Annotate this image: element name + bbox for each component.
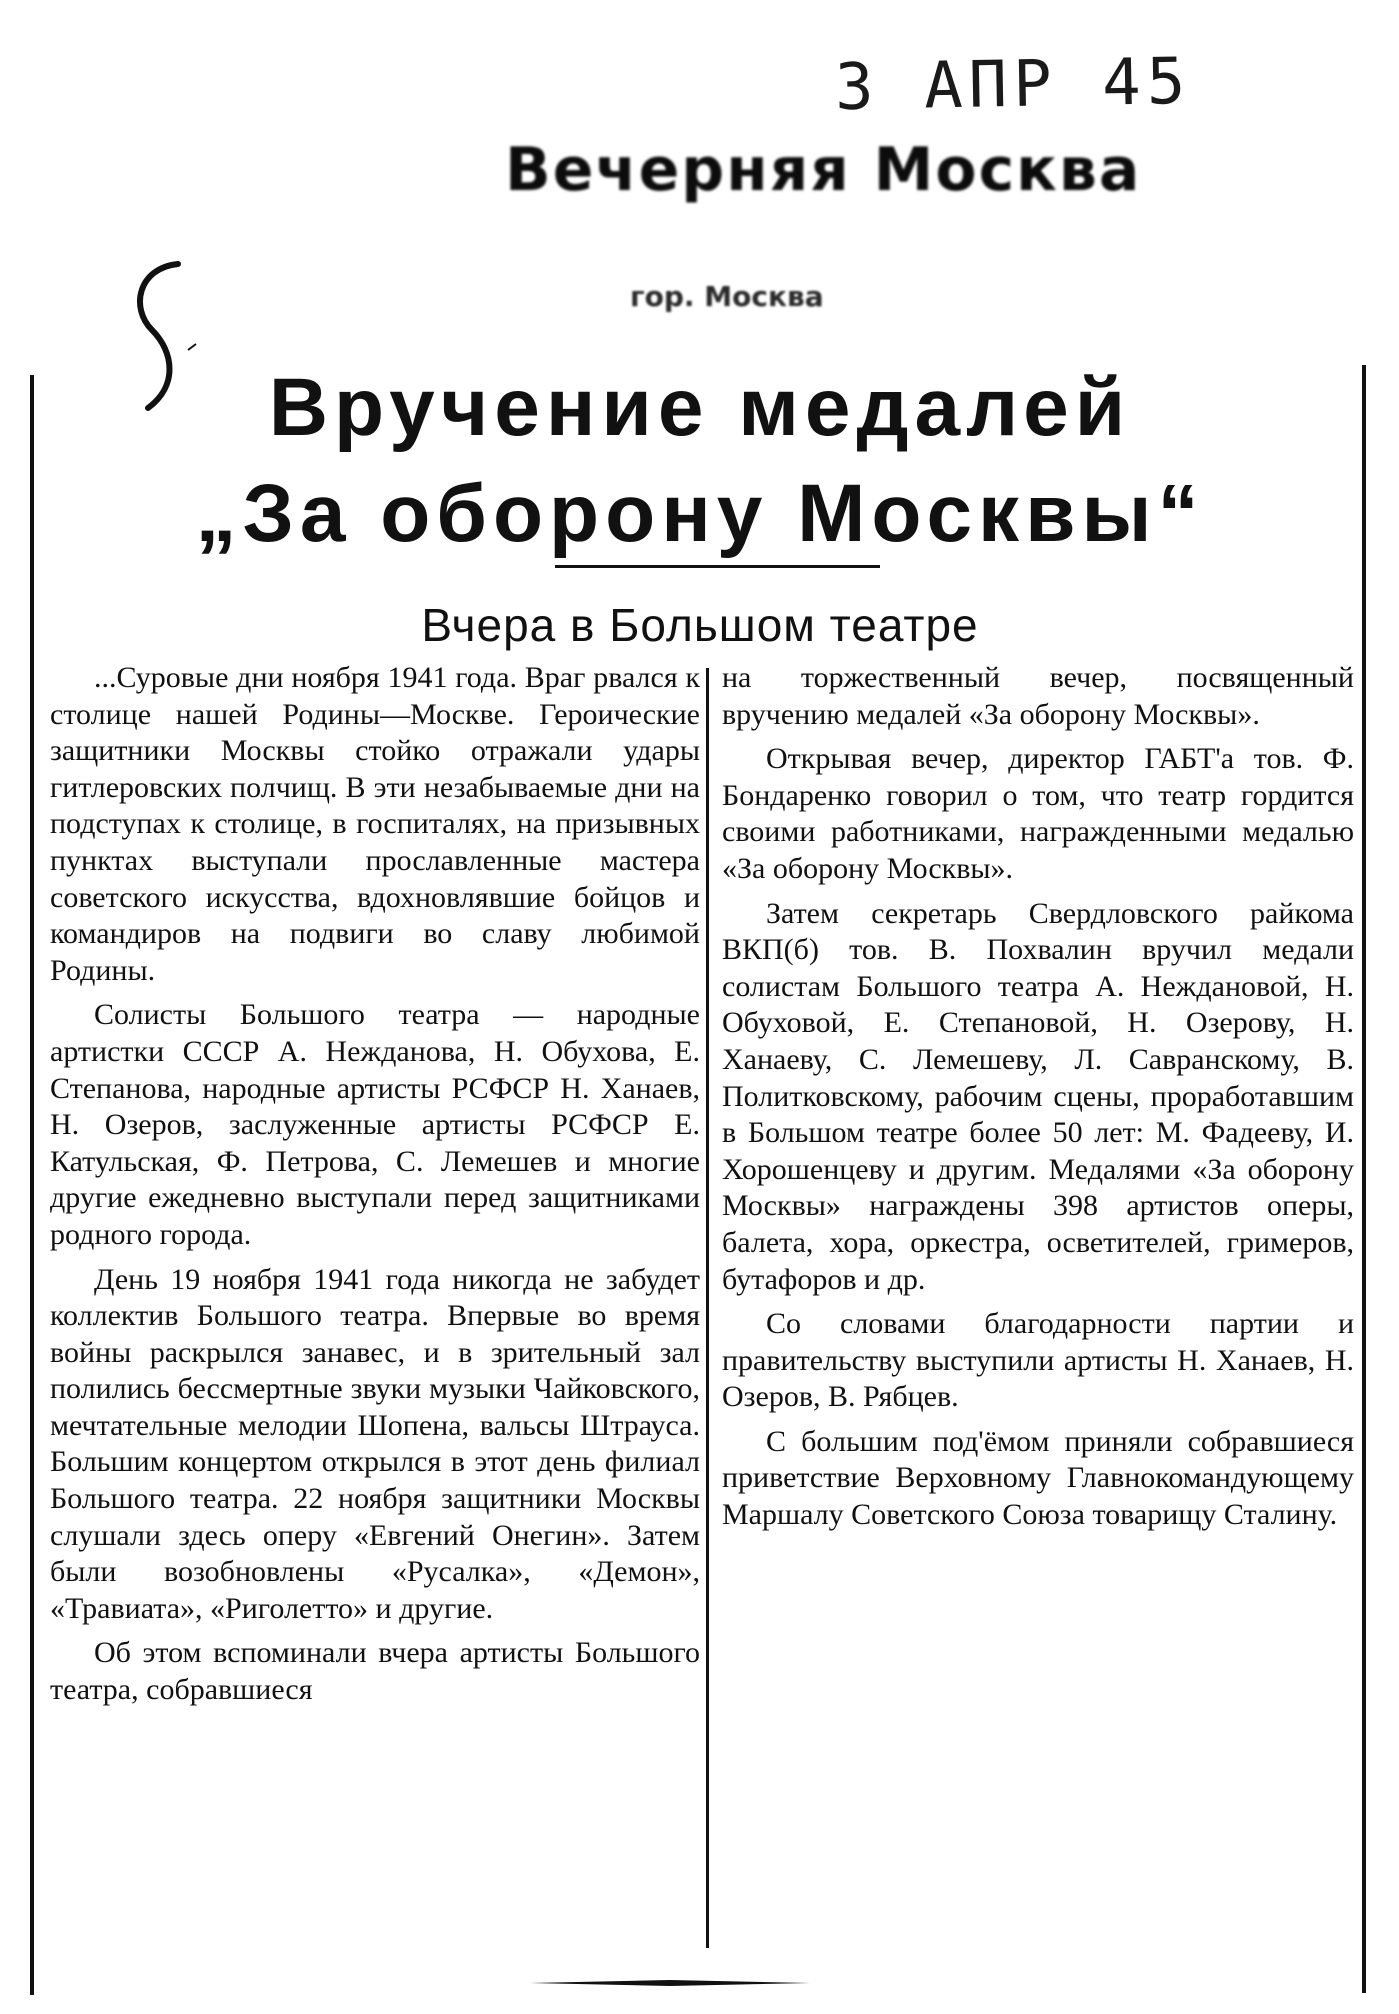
article-subheadline: Вчера в Большом театре (421, 599, 979, 651)
newspaper-stamp: Вечерняя Москва (505, 135, 1142, 205)
paragraph: С большим под'ёмом приняли собравшиеся приветствие Верховному Главнокомандующему Маршалу Советского Союза товарищу Сталину. (722, 1424, 1354, 1532)
headline-line-2: „За оборону Москвы“ (195, 468, 1205, 559)
paragraph: Затем секретарь Свердловского райкома ВКП(б) тов. В. Похвалин вручил медали солистам Большого театра А. Неждановой, Н. Обуховой, Е. Степановой, Н. Озерову, Н. Ханаеву, С. Лемешеву, Л. Савранскому, В. Политковскому, рабочим сцены, проработавшим в Большом театре более 50 лет: М. Фадееву, И. Хорошенцеву и другим. Медалями «За оборону Москвы» награждены 398 артистов оперы, балета, хора, оркестра, осветителей, гримеров, бутафоров и др. (722, 896, 1354, 1296)
paragraph: Солисты Большого театра — народные артистки СССР А. Нежданова, Н. Обухова, Е. Степанова, народные артисты РСФСР Н. Ханаев, Н. Озеров, заслуженные артисты РСФСР Е. Катульская, Ф. Петрова, С. Лемешев и многие другие ежедневно выступали перед защитниками родного города. (50, 998, 700, 1251)
city-stamp: гор. Москва (630, 280, 824, 313)
paragraph: ...Суровые дни ноября 1941 года. Враг рвался к столице нашей Родины—Москве. Героические защитники Москвы стойко отражали удары гитлеровских полчищ. В эти незабываемые дни на подступах к столице, в госпиталях, на призывных пунктах выступали прославленные мастера советского искусства, вдохновлявшие бойцов и командиров на подвиги во славу любимой Родины. (50, 661, 700, 987)
paragraph: Об этом вспоминали вчера артисты Большого театра, собравшиеся (50, 1636, 700, 1707)
paragraph: День 19 ноября 1941 года никогда не забудет коллектив Большого театра. Впервые во время войны раскрылся занавес, и в зрительный зал полились бессмертные звуки музыки Чайковского, мечтательные мелодии Шопена, вальсы Штрауса. Большим концертом открылся в этот день филиал Большого театра. 22 ноября защитники Москвы слушали здесь оперу «Евгений Онегин». Затем были возобновлены «Русалка», «Демон», «Травиата», «Риголетто» и другие. (50, 1262, 700, 1625)
paragraph: Открывая вечер, директор ГАБТ'а тов. Ф. Бондаренко говорил о том, что театр гордится своими работниками, награжденными медалью «За оборону Москвы». (722, 742, 1354, 885)
headline-rule (555, 565, 880, 568)
paragraph-continuation: на торжественный вечер, посвященный вручению медалей «За оборону Москвы». (722, 661, 1354, 731)
column-divider (706, 668, 709, 1948)
right-border-rule (1362, 365, 1366, 1993)
footer-ornament (520, 1972, 820, 1994)
right-column (722, 660, 1354, 1542)
paragraph: Со словами благодарности партии и правительству выступили артисты Н. Ханаев, Н. Озеров, В. Рябцев. (722, 1307, 1354, 1414)
left-column (50, 660, 700, 1717)
article-headline (150, 355, 1250, 567)
headline-line-1: Вручение медалей (268, 362, 1132, 453)
left-border-rule (30, 375, 34, 1995)
date-stamp: 3 АПР 45 (834, 44, 1192, 126)
